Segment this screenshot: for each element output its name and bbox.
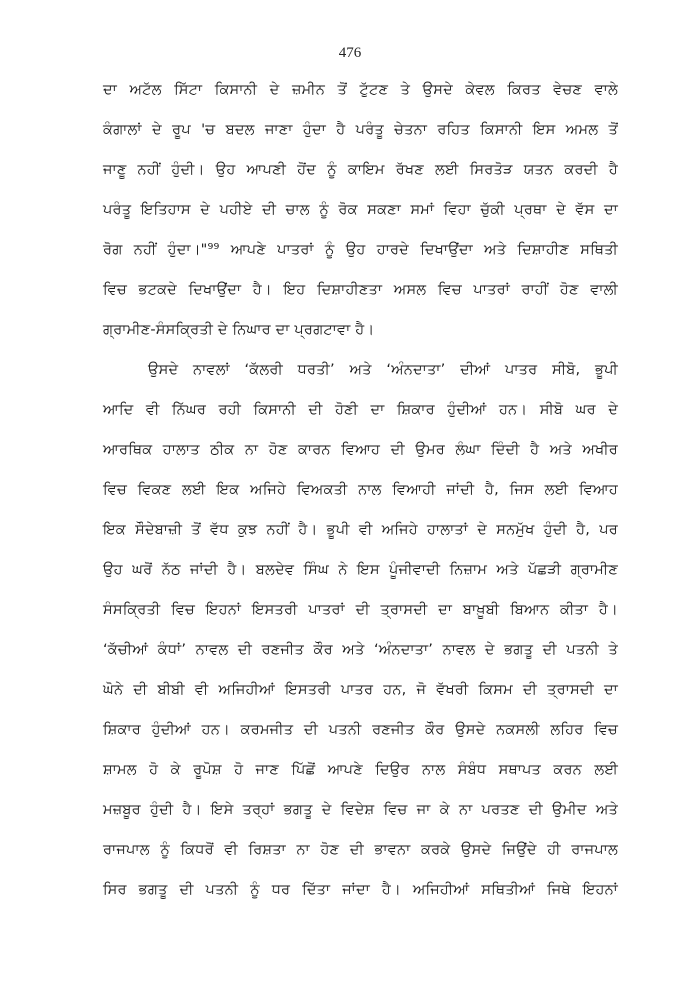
text-line: ਸ਼ਿਕਾਰ ਹੁੰਦੀਆਂ ਹਨ। ਕਰਮਜੀਤ ਦੀ ਪਤਨੀ ਰਣਜੀਤ ਕੌਰ ਉਸਦੇ ਨਕਸਲੀ ਲਹਿਰ ਵਿਚ xyxy=(103,722,618,738)
text-line: ਰਾਜਪਾਲ ਨੂੰ ਕਿਧਰੋਂ ਵੀ ਰਿਸ਼ਤਾ ਨਾ ਹੋਣ ਦੀ ਭਾਵਨਾ ਕਰਕੇ ਉਸਦੇ ਜਿਉਂਦੇ ਹੀ ਰਾਜਪਾਲ xyxy=(103,842,618,858)
text-line: ਉਹ ਘਰੋਂ ਨੱਠ ਜਾਂਦੀ ਹੈ। ਬਲਦੇਵ ਸਿੰਘ ਨੇ ਇਸ ਪੂੰਜੀਵਾਦੀ ਨਿਜ਼ਾਮ ਅਤੇ ਪੱਛੜੀ ਗ੍ਰਾਮੀਣ xyxy=(103,562,618,578)
text-line: ਸੰਸਕ੍ਰਿਤੀ ਵਿਚ ਇਹਨਾਂ ਇਸਤਰੀ ਪਾਤਰਾਂ ਦੀ ਤ੍ਰਾਸਦੀ ਦਾ ਬਾਖ਼ੂਬੀ ਬਿਆਨ ਕੀਤਾ ਹੈ। xyxy=(103,602,618,618)
text-line: ਪਰੰਤੂ ਇਤਿਹਾਸ ਦੇ ਪਹੀਏ ਦੀ ਚਾਲ ਨੂੰ ਰੋਕ ਸਕਣਾ ਸਮਾਂ ਵਿਹਾ ਚੁੱਕੀ ਪ੍ਰਥਾ ਦੇ ਵੱਸ ਦਾ xyxy=(103,202,618,218)
paragraph-end-line: ਗ੍ਰਾਮੀਣ-ਸੰਸਕ੍ਰਿਤੀ ਦੇ ਨਿਘਾਰ ਦਾ ਪ੍ਰਗਟਾਵਾ ਹੈ। xyxy=(103,322,375,338)
text-line: ਕੰਗਾਲਾਂ ਦੇ ਰੂਪ 'ਚ ਬਦਲ ਜਾਣਾ ਹੁੰਦਾ ਹੈ ਪਰੰਤੂ ਚੇਤਨਾ ਰਹਿਤ ਕਿਸਾਨੀ ਇਸ ਅਮਲ ਤੋਂ xyxy=(103,122,618,138)
text-line: ਦਾ ਅਟੱਲ ਸਿੱਟਾ ਕਿਸਾਨੀ ਦੇ ਜ਼ਮੀਨ ਤੋਂ ਟੁੱਟਣ ਤੇ ਉਸਦੇ ਕੇਵਲ ਕਿਰਤ ਵੇਚਣ ਵਾਲੇ xyxy=(103,82,618,98)
text-line: ਇਕ ਸੌਦੇਬਾਜ਼ੀ ਤੋਂ ਵੱਧ ਕੁਝ ਨਹੀਂ ਹੈ। ਭੂਪੀ ਵੀ ਅਜਿਹੇ ਹਾਲਾਤਾਂ ਦੇ ਸਨਮੁੱਖ ਹੁੰਦੀ ਹੈ, ਪਰ xyxy=(103,522,618,538)
body-text xyxy=(103,70,618,910)
text-line: ਆਰਥਿਕ ਹਾਲਾਤ ਠੀਕ ਨਾ ਹੋਣ ਕਾਰਨ ਵਿਆਹ ਦੀ ਉਮਰ ਲੰਘਾ ਦਿੰਦੀ ਹੈ ਅਤੇ ਅਖੀਰ xyxy=(103,442,618,458)
text-line: ਮਜ਼ਬੂਰ ਹੁੰਦੀ ਹੈ। ਇਸੇ ਤਰ੍ਹਾਂ ਭਗਤੂ ਦੇ ਵਿਦੇਸ਼ ਵਿਚ ਜਾ ਕੇ ਨਾ ਪਰਤਣ ਦੀ ਉਮੀਦ ਅਤੇ xyxy=(103,802,618,818)
text-line: ਰੋਗ ਨਹੀਂ ਹੁੰਦਾ।"⁹⁹ ਆਪਣੇ ਪਾਤਰਾਂ ਨੂੰ ਉਹ ਹਾਰਦੇ ਦਿਖਾਉਂਦਾ ਅਤੇ ਦਿਸ਼ਾਹੀਣ ਸਥਿਤੀ xyxy=(103,242,618,258)
text-line: ‘ਕੱਚੀਆਂ ਕੰਧਾਂ’ ਨਾਵਲ ਦੀ ਰਣਜੀਤ ਕੌਰ ਅਤੇ ‘ਅੰਨਦਾਤਾ’ ਨਾਵਲ ਦੇ ਭਗਤੂ ਦੀ ਪਤਨੀ ਤੇ xyxy=(103,642,618,658)
text-line: ਜਾਣੂ ਨਹੀਂ ਹੁੰਦੀ। ਉਹ ਆਪਣੀ ਹੋਂਦ ਨੂੰ ਕਾਇਮ ਰੱਖਣ ਲਈ ਸਿਰਤੋੜ ਯਤਨ ਕਰਦੀ ਹੈ xyxy=(103,162,618,178)
text-line: ਸ਼ਾਮਲ ਹੋ ਕੇ ਰੂਪੋਸ਼ ਹੋ ਜਾਣ ਪਿੱਛੋਂ ਆਪਣੇ ਦਿਉਰ ਨਾਲ ਸੰਬੰਧ ਸਥਾਪਤ ਕਰਨ ਲਈ xyxy=(103,762,618,778)
text-line: ਸਿਰ ਭਗਤੂ ਦੀ ਪਤਨੀ ਨੂੰ ਧਰ ਦਿੱਤਾ ਜਾਂਦਾ ਹੈ। ਅਜਿਹੀਆਂ ਸਥਿਤੀਆਂ ਜਿਥੇ ਇਹਨਾਂ xyxy=(103,882,618,898)
page-number: 476 xyxy=(338,45,362,61)
paragraph-start-line: ਉਸਦੇ ਨਾਵਲਾਂ ‘ਕੱਲਰੀ ਧਰਤੀ’ ਅਤੇ ‘ਅੰਨਦਾਤਾ’ ਦੀਆਂ ਪਾਤਰ ਸੀਬੋ, ਭੂਪੀ xyxy=(148,362,618,378)
text-line: ਵਿਚ ਵਿਕਣ ਲਈ ਇਕ ਅਜਿਹੇ ਵਿਅਕਤੀ ਨਾਲ ਵਿਆਹੀ ਜਾਂਦੀ ਹੈ, ਜਿਸ ਲਈ ਵਿਆਹ xyxy=(103,482,618,498)
text-line: ਘੋਨੇ ਦੀ ਬੀਬੀ ਵੀ ਅਜਿਹੀਆਂ ਇਸਤਰੀ ਪਾਤਰ ਹਨ, ਜੋ ਵੱਖਰੀ ਕਿਸਮ ਦੀ ਤ੍ਰਾਸਦੀ ਦਾ xyxy=(103,682,618,698)
text-line: ਵਿਚ ਭਟਕਦੇ ਦਿਖਾਉਂਦਾ ਹੈ। ਇਹ ਦਿਸ਼ਾਹੀਣਤਾ ਅਸਲ ਵਿਚ ਪਾਤਰਾਂ ਰਾਹੀਂ ਹੋਣ ਵਾਲੀ xyxy=(103,282,618,298)
text-line: ਆਦਿ ਵੀ ਨਿੱਘਰ ਰਹੀ ਕਿਸਾਨੀ ਦੀ ਹੋਣੀ ਦਾ ਸ਼ਿਕਾਰ ਹੁੰਦੀਆਂ ਹਨ। ਸੀਬੋ ਘਰ ਦੇ xyxy=(103,402,618,418)
